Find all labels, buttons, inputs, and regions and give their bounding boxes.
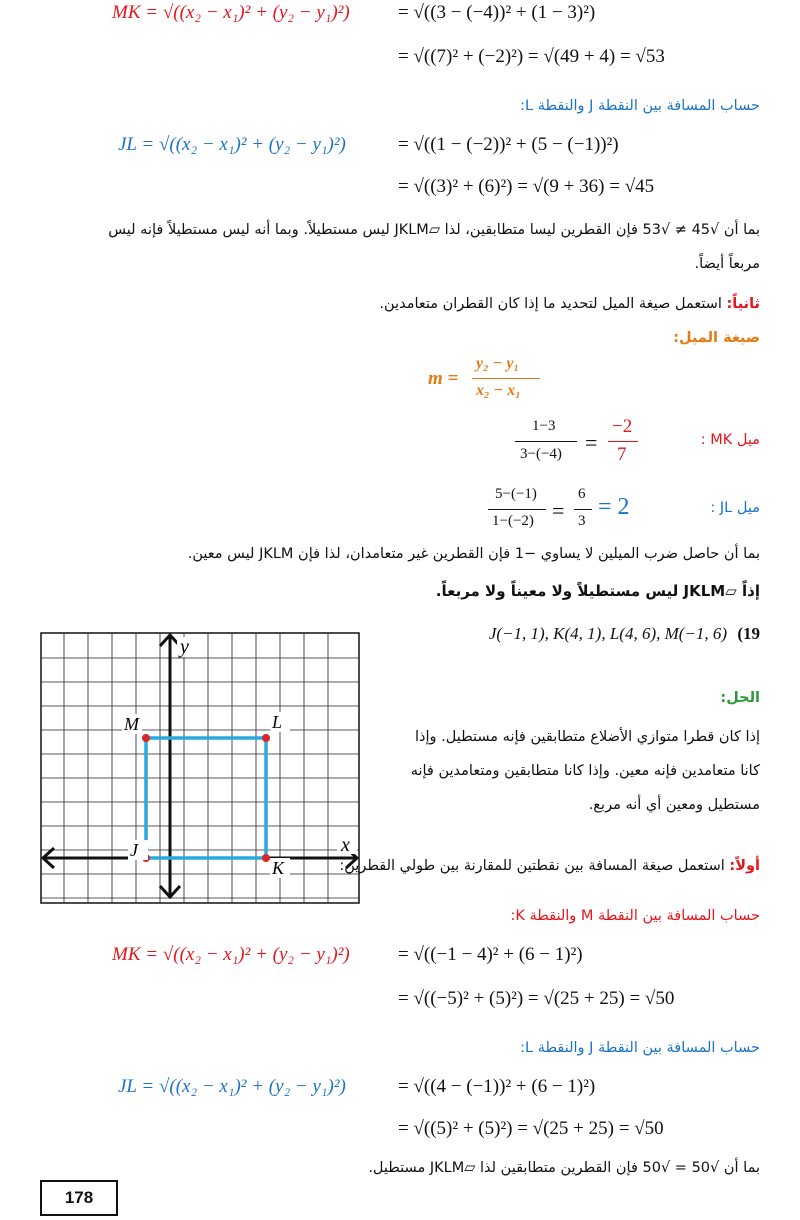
point-label-m: M — [124, 714, 139, 734]
coordinate-graph — [40, 632, 360, 904]
jl1-formula: JL = √((x₂ − x₁)² + (y₂ − y₁)²) — [118, 134, 346, 155]
jl-slope-result: = 2 — [598, 494, 630, 520]
jl1-line1: = √((1 − (−2))² + (5 − (−1))²) — [398, 134, 619, 155]
jl2-formula: JL = √((x₂ − x₁)² + (y₂ − y₁)²) — [118, 1076, 346, 1097]
slope-numerator: y₂ − y₁ — [476, 355, 520, 372]
point-l — [262, 734, 270, 742]
second-label: ثانياً: — [726, 296, 760, 312]
point-m — [142, 734, 150, 742]
x-axis-label: x — [341, 834, 350, 856]
solution-box — [362, 720, 760, 822]
jl2-heading: حساب المسافة بين النقطة J والنقطة L: — [520, 1040, 760, 1056]
first-text: استعمل صيغة المسافة بين نقطتين للمقارنة بين طولي القطرين: — [339, 858, 725, 874]
final-statement: بما أن √50 = √50 فإن القطرين متطابقين لذا ▱JKLM مستطيل. — [368, 1160, 760, 1176]
paragraph-not-square: مربعاً أيضاً. — [694, 256, 760, 272]
slope-heading: صيغة الميل: — [673, 330, 760, 346]
second-text: استعمل صيغة الميل لتحديد ما إذا كان القطران متعامدين. — [379, 296, 722, 312]
point-k — [262, 854, 270, 862]
y-axis-label: y — [180, 636, 189, 658]
jl-slope-den: 1−(−2) — [492, 513, 534, 529]
mk2-line2: = √((−5)² + (5)²) = √(25 + 25) = √50 — [398, 988, 675, 1009]
mk1-line2: = √((7)² + (−2)²) = √(49 + 4) = √53 — [398, 46, 665, 67]
mk2-heading: حساب المسافة بين النقطة M والنقطة K: — [510, 908, 760, 924]
problem-points: J(−1, 1), K(4, 1), L(4, 6), M(−1, 6) — [488, 624, 728, 643]
jl2-line2: = √((5)² + (5)²) = √(25 + 25) = √50 — [398, 1118, 664, 1139]
jl1-heading: حساب المسافة بين النقطة J والنقطة L: — [520, 98, 760, 114]
jklm-outline — [146, 738, 266, 858]
mk-slope-res-num: −2 — [612, 416, 633, 437]
slope-denominator: x₂ − x₁ — [476, 382, 521, 399]
solution-box-line: إذا كان قطرا متوازي الأضلاع متطابقين فإنه مستطيل. وإذا — [415, 729, 760, 745]
mk1-formula: MK = √((x₂ − x₁)² + (y₂ − y₁)²) — [112, 2, 350, 23]
jl-slope-mid-bar — [574, 509, 592, 510]
mk-slope-den: 3−(−4) — [520, 446, 562, 462]
solution-box-line: كانا متعامدين فإنه معين. وإذا كانا متطابقين ومتعامدين فإنه — [410, 763, 760, 779]
problem-number: (19 — [737, 624, 760, 643]
paragraph-not-perpendicular: بما أن حاصل ضرب الميلين لا يساوي −1 فإن القطرين غير متعامدان، لذا فإن JKLM ليس معين. — [187, 546, 760, 562]
mk2-line1: = √((−1 − 4)² + (6 − 1)²) — [398, 944, 583, 965]
problem-19 — [489, 624, 760, 644]
jl-slope-mid-num: 6 — [578, 486, 586, 502]
jl1-line2: = √((3)² + (6)²) = √(9 + 36) = √45 — [398, 176, 655, 197]
mk-slope-res-den: 7 — [617, 444, 627, 465]
paragraph-not-rectangle: بما أن √45 ≠ √53 فإن القطرين ليسا متطابقين، لذا ▱JKLM ليس مستطيلاً. وبما أنه ليس مستطيلاً فإنه ليس — [108, 222, 760, 238]
mk-slope-label: ميل MK : — [700, 432, 760, 448]
mk2-formula: MK = √((x₂ − x₁)² + (y₂ − y₁)²) — [112, 944, 350, 965]
mk-slope-res-bar — [608, 441, 638, 442]
solution-box-line: مستطيل ومعين أي أنه مربع. — [588, 797, 760, 813]
mk1-line1: = √((3 − (−4))² + (1 − 3)²) — [398, 2, 596, 23]
point-label-j: J — [130, 840, 138, 860]
point-label-k: K — [272, 858, 285, 878]
mk-slope-bar — [515, 441, 577, 442]
second-step — [379, 296, 760, 312]
slope-fraction-bar — [472, 378, 540, 379]
first-step — [339, 858, 760, 874]
jl-slope-bar — [488, 509, 546, 510]
slope-m: m = — [428, 368, 459, 389]
mk-slope-eq: = — [585, 430, 598, 455]
jl-slope-num: 5−(−1) — [495, 486, 537, 502]
graph-frame — [41, 633, 359, 903]
page-number: 178 — [40, 1180, 118, 1216]
parallelogram-jklm — [122, 712, 290, 878]
solution-label: الحل: — [720, 690, 760, 706]
jl-slope-label: ميل JL : — [710, 500, 760, 516]
jl-slope-mid-den: 3 — [578, 513, 586, 529]
jl-slope-eq: = — [552, 498, 565, 523]
jl2-line1: = √((4 − (−1))² + (6 − 1)²) — [398, 1076, 596, 1097]
conclusion: إذاً ▱JKLM ليس مستطيلاً ولا معيناً ولا مربعاً. — [435, 582, 760, 600]
point-label-l: L — [272, 712, 283, 732]
graph-gridlines — [41, 633, 359, 903]
first-label: أولاً: — [729, 858, 760, 874]
mk-slope-num: 1−3 — [532, 418, 556, 434]
